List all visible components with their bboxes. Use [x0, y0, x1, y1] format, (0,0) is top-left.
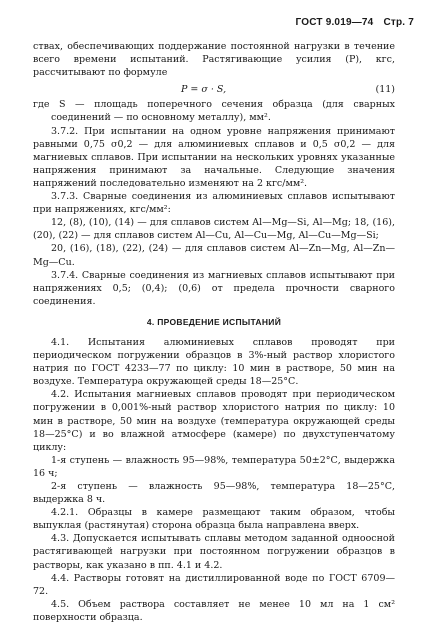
stage-1: 1-я ступень — влажность 95—98%, температура 50±2°С, выдержка 16 ч;: [33, 454, 395, 479]
formula-legend: где S — площадь поперечного сечения образца (для сварных соединений — по основному металлу), мм².: [33, 99, 395, 124]
clause-4-2-1: 4.2.1. Образцы в камере размещают таким образом, чтобы выпуклая (растянутая) сторона образца была направлена вверх.: [33, 507, 395, 532]
page-number: Стр. 7: [383, 17, 414, 28]
formula-11: [33, 83, 395, 96]
clause-4-3: 4.3. Допускается испытывать сплавы методом заданной одноосной растягивающей нагрузки при постоянном погружении образцов в растворы, как указано в пп. 4.1 и 4.2.: [33, 533, 395, 571]
section-title: 4. ПРОВЕДЕНИЕ ИСПЫТАНИЙ: [146, 316, 282, 327]
clause-4-5: 4.5. Объем раствора составляет не менее 10 мл на 1 см² поверхности образца.: [33, 598, 395, 623]
stress-list-2: 20, (16), (18), (22), (24) — для сплавов систем Al—Zn—Mg, Al—Zn—Mg—Cu.: [33, 243, 395, 268]
document-body: [33, 40, 395, 624]
page-header: [296, 17, 414, 28]
formula-expression: P = σ · S,: [181, 84, 227, 96]
clause-3-7-4: 3.7.4. Сварные соединения из магниевых сплавов испытывают при напряжениях 0,5; (0,4); (0,6) от предела прочности сварного соединения.: [33, 269, 395, 307]
clause-4-1: 4.1. Испытания алюминиевых сплавов проводят при периодическом погружении образцов в 3%-ный раствор хлористого натрия по ГОСТ 4233—77 по циклу: 10 мин в растворе, 50 мин на воздухе. Температура окружающей среды 18—25°С.: [33, 336, 395, 388]
clause-4-4: 4.4. Растворы готовят на дистиллированной воде по ГОСТ 6709—72.: [33, 572, 395, 597]
stress-list-1: 12, (8), (10), (14) — для сплавов систем Al—Mg—Si, Al—Mg; 18, (16), (20), (22) — для сплавов систем Al—Cu, Al—Cu—Mg, Al—Cu—Mg—Si;: [33, 217, 395, 242]
stage-2: 2-я ступень — влажность 95—98%, температура 18—25°С, выдержка 8 ч.: [33, 481, 395, 506]
standard-number: ГОСТ 9.019—74: [295, 17, 374, 28]
clause-4-2: 4.2. Испытания магниевых сплавов проводят при периодическом погружении в 0,001%-ный раствор хлористого натрия по циклу: 10 мин в растворе, 50 мин на воздухе (температура окружающей среды 18—25°С) и во влажной атмосфере (камере) по двухступенчатому циклу:: [33, 389, 395, 453]
formula-number: (11): [375, 84, 395, 96]
clause-3-7-3: 3.7.3. Сварные соединения из алюминиевых сплавов испытывают при напряжениях, кгс/мм²:: [33, 191, 395, 216]
paragraph-continuation: ствах, обеспечивающих поддержание постоянной нагрузки в течение всего времени испытаний. Растягивающие усилия (P), кгс, рассчитывают по формуле: [33, 41, 395, 79]
clause-3-7-2: 3.7.2. При испытании на одном уровне напряжения принимают равными 0,75 σ0,2 — для алюминиевых сплавов и 0,5 σ0,2 — для магниевых сплавов. При испытании на нескольких уровнях указанные напряжения принимают за начальные. Следующие значения напряжений последовательно изменяют на 2 кгс/мм².: [33, 125, 395, 189]
